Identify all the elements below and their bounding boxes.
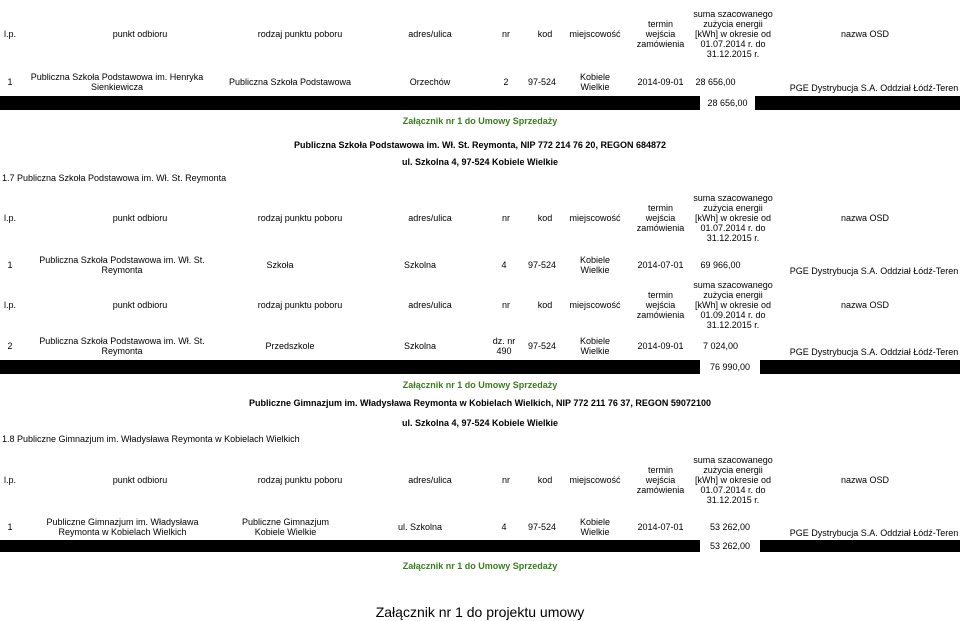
sec1-total: 28 656,00 xyxy=(700,96,755,110)
table-row: 1 Publiczna Szkoła Podstawowa im. Henryka Sienkiewicza Publiczna Szkoła Podstawowa Orzechów 2 97-524 Kobiele Wielkie 2014-09-01 28 656,00 PGE Dystrybucja S.A. Oddział Łódź-Teren xyxy=(7,72,959,93)
col-nr: nr xyxy=(501,29,510,39)
col-adres: adres/ulica xyxy=(408,29,452,39)
page-footer: Załącznik nr 1 do projektu umowy xyxy=(375,604,585,620)
sec2-total: 76 990,00 xyxy=(700,360,760,374)
col-kod: kod xyxy=(537,29,553,39)
col-termin: termin wejścia zamówienia xyxy=(636,19,685,49)
sec2-heading: 1.7 Publiczna Szkoła Podstawowa im. Wł. St. Reymonta xyxy=(2,173,227,183)
col-osd: nazwa OSD xyxy=(840,29,890,39)
table-header-4: l.p. punkt odbioru rodzaj punktu poboru adres/ulica nr kod miejscowość termin wejścia zamówienia suma szacowanego zużycia energii [kWh] w okresie od 01.07.2014 r. do 31.12.2015 r. nazwa OSD xyxy=(3,455,890,505)
table-header-2: l.p. punkt odbioru rodzaj punktu poboru adres/ulica nr kod miejscowość termin wejścia zamówienia suma szacowanego zużycia energii [kWh] w okresie od 01.07.2014 r. do 31.12.2015 r. nazwa OSD xyxy=(3,193,890,243)
sec2-zalacznik: Załącznik nr 1 do Umowy Sprzedaży xyxy=(402,380,558,390)
sec3-entity: Publiczne Gimnazjum im. Władysława Reymonta w Kobielach Wielkich, NIP 772 211 76 37, REGON 59072100 xyxy=(249,398,711,408)
divider-bar xyxy=(0,540,960,552)
col-rodzaj: rodzaj punktu poboru xyxy=(257,29,343,39)
divider-bar xyxy=(0,360,960,374)
sec3-zalacznik: Załącznik nr 1 do Umowy Sprzedaży xyxy=(402,561,558,571)
sec2-address: ul. Szkolna 4, 97-524 Kobiele Wielkie xyxy=(402,157,558,167)
sec3-heading: 1.8 Publiczne Gimnazjum im. Władysława Reymonta w Kobielach Wielkich xyxy=(2,434,300,444)
col-lp: l.p. xyxy=(3,29,16,39)
table-header-3: l.p. punkt odbioru rodzaj punktu poboru adres/ulica nr kod miejscowość termin wejścia zamówienia suma szacowanego zużycia energii [kWh] w okresie od 01.09.2014 r. do 31.12.2015 r. nazwa OSD xyxy=(3,280,890,330)
col-miejscowosc: miejscowość xyxy=(569,29,621,39)
col-punkt: punkt odbioru xyxy=(112,29,168,39)
sec1-zalacznik: Załącznik nr 1 do Umowy Sprzedaży xyxy=(402,116,558,126)
table-header-1 xyxy=(0,0,960,68)
table-row: 2 Publiczna Szkoła Podstawowa im. Wł. St. Reymonta Przedszkole Szkolna dz. nr 490 97-524 Kobiele Wielkie 2014-09-01 7 024,00 PGE Dystrybucja S.A. Oddział Łódź-Teren xyxy=(7,336,959,357)
table-row: 1 Publiczna Szkoła Podstawowa im. Wł. St. Reymonta Szkoła Szkolna 4 97-524 Kobiele Wielkie 2014-07-01 69 966,00 PGE Dystrybucja S.A. Oddział Łódź-Teren xyxy=(7,255,959,276)
sec2-entity: Publiczna Szkoła Podstawowa im. Wł. St. Reymonta, NIP 772 214 76 20, REGON 684872 xyxy=(294,140,666,150)
table-row: 1 Publiczne Gimnazjum im. Władysława Reymonta w Kobielach Wielkich Publiczne Gimnazjum Kobiele Wielkie ul. Szkolna 4 97-524 Kobiele Wielkie 2014-07-01 53 262,00 PGE Dystrybucja S.A. Oddział Łódź-Teren xyxy=(7,517,959,538)
col-suma: suma szacowanego zużycia energii [kWh] w okresie od 01.07.2014 r. do 31.12.2015 r. xyxy=(693,9,773,59)
divider-bar xyxy=(0,96,960,110)
sec3-total: 53 262,00 xyxy=(700,540,760,552)
sec3-address: ul. Szkolna 4, 97-524 Kobiele Wielkie xyxy=(402,418,558,428)
